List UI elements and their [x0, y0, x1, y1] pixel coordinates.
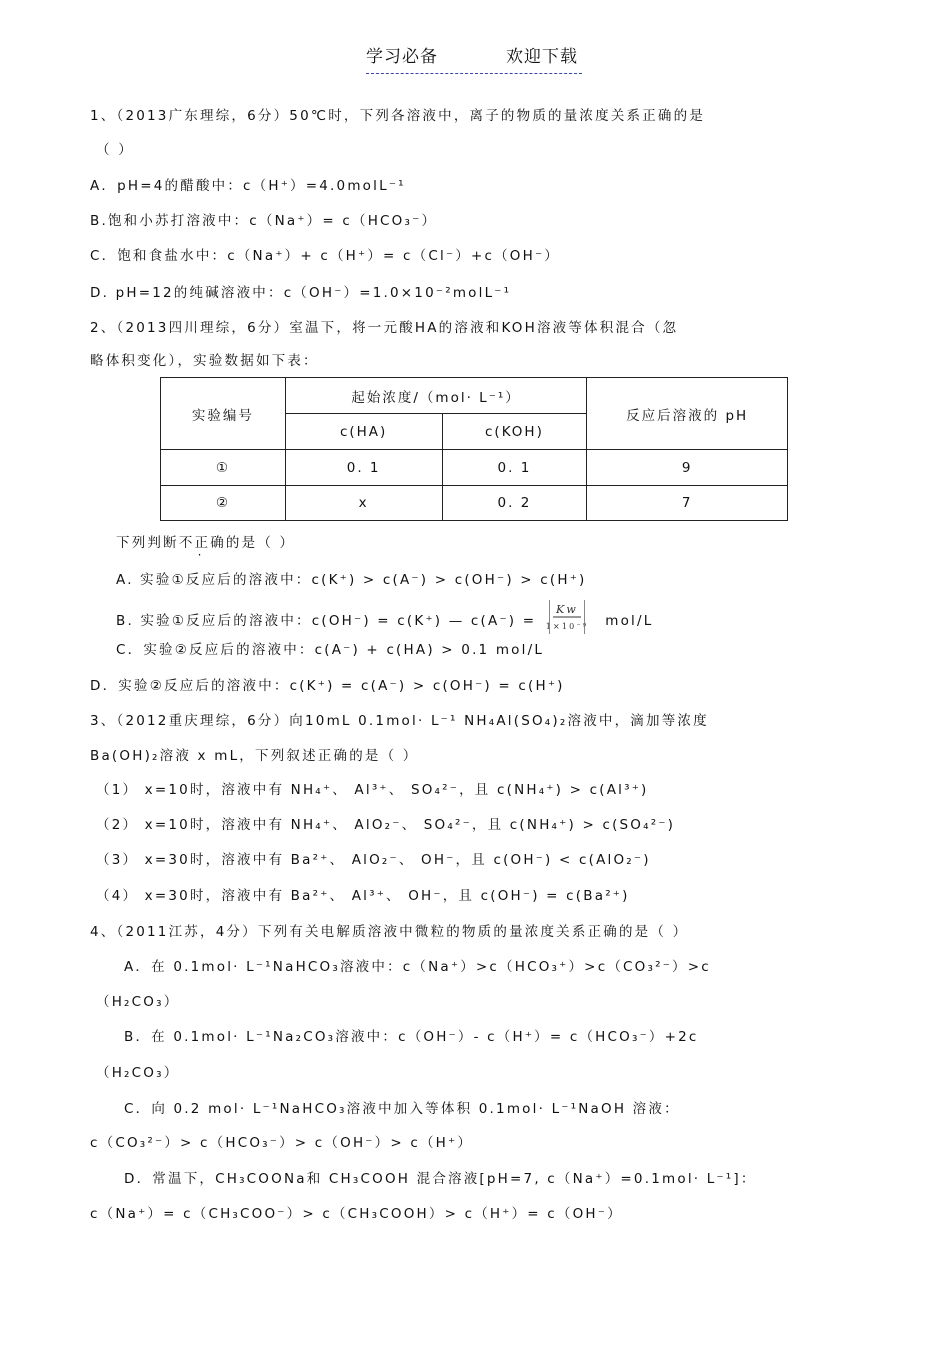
q3-option-2: （2） x=10时，溶液中有 NH₄⁺、 AlO₂⁻、 SO₄²⁻，且 c(NH₄⁺) > c(SO₄²⁻) — [96, 817, 676, 833]
th-initial-concentration: 起始浓度/（mol· L⁻¹） — [285, 378, 587, 414]
q2-option-b-unit: mol/L — [605, 613, 654, 629]
q2-option-a: A. 实验①反应后的溶液中：c(K⁺) > c(A⁻) > c(OH⁻) > c(H⁺) — [116, 572, 587, 588]
th-c-koh: c(KOH) — [442, 414, 587, 450]
q3-option-4: （4） x=30时，溶液中有 Ba²⁺、 Al³⁺、 OH⁻，且 c(OH⁻) = c(Ba²⁺) — [96, 888, 630, 904]
q4-option-b-cont: （H₂CO₃） — [96, 1065, 180, 1081]
q4-option-d: D．常温下，CH₃COONa和 CH₃COOH 混合溶液[pH=7, c（Na⁺）=0.1mol· L⁻¹]： — [124, 1171, 757, 1187]
experiment-table — [160, 377, 788, 521]
q1-option-a: A．pH=4的醋酸中：c（H⁺）=4.0molL⁻¹ — [90, 178, 406, 194]
q2-option-d: D．实验②反应后的溶液中：c(K⁺) = c(A⁻) > c(OH⁻) = c(H⁺) — [90, 678, 565, 694]
cell-id: ① — [161, 450, 286, 486]
q4-option-a: A．在 0.1mol· L⁻¹NaHCO₃溶液中：c（Na⁺）>c（HCO₃⁺）>c（CO₃²⁻）>c — [124, 959, 711, 975]
page-header — [366, 42, 582, 74]
q1-option-b: B.饱和小苏打溶液中：c（Na⁺）= c（HCO₃⁻） — [90, 213, 438, 229]
q3-stem: 3、（2012重庆理综，6分）向10mL 0.1mol· L⁻¹ NH₄Al(SO₄)₂溶液中，滴加等浓度 — [90, 713, 709, 729]
q4-option-a-cont: （H₂CO₃） — [96, 994, 180, 1010]
q3-stem-cont: Ba(OH)₂溶液 x mL，下列叙述正确的是（ ） — [90, 748, 419, 764]
q4-stem: 4、（2011江苏，4分）下列有关电解质溶液中微粒的物质的量浓度关系正确的是（ ） — [90, 924, 689, 940]
q1-option-c: C．饱和食盐水中：c（Na⁺）+ c（H⁺）= c（Cl⁻）+c（OH⁻） — [90, 248, 561, 264]
q3-option-1: （1） x=10时，溶液中有 NH₄⁺、 Al³⁺、 SO₄²⁻，且 c(NH₄⁺) > c(Al³⁺) — [96, 782, 649, 798]
kw-numerator: Kw — [555, 603, 578, 616]
q2-ask-emphasis: 不正确 — [178, 535, 226, 551]
q2-ask-pre: 下列判断 — [116, 535, 179, 551]
th-experiment-id: 实验编号 — [161, 378, 286, 450]
header-right: 欢迎下载 — [506, 47, 578, 67]
q2-option-c: C．实验②反应后的溶液中：c(A⁻) + c(HA) > 0.1 mol/L — [116, 642, 545, 658]
th-final-ph: 反应后溶液的 pH — [587, 378, 788, 450]
q2-ask-post: 的是（ ） — [225, 535, 296, 551]
table-row — [161, 486, 788, 521]
table-row — [161, 450, 788, 486]
q2-option-b-text: B. 实验①反应后的溶液中：c(OH⁻) = c(K⁺) — c(A⁻) = — [116, 613, 537, 629]
header-left: 学习必备 — [366, 47, 438, 67]
th-c-ha: c(HA) — [285, 414, 442, 450]
kw-fraction — [545, 600, 589, 634]
q1-option-d: D. pH=12的纯碱溶液中：c（OH⁻）=1.0×10⁻²molL⁻¹ — [90, 285, 512, 301]
cell-c-ha: 0. 1 — [285, 450, 442, 486]
q2-stem-cont: 略体积变化），实验数据如下表： — [90, 353, 319, 369]
cell-ph: 7 — [587, 486, 788, 521]
q2-stem: 2、（2013四川理综，6分）室温下，将一元酸HA的溶液和KOH溶液等体积混合（忽 — [90, 320, 679, 336]
q2-option-b — [116, 604, 653, 638]
cell-ph: 9 — [587, 450, 788, 486]
q2-ask — [116, 533, 295, 553]
cell-id: ② — [161, 486, 286, 521]
cell-c-ha: x — [285, 486, 442, 521]
q3-option-3: （3） x=30时，溶液中有 Ba²⁺、 AlO₂⁻、 OH⁻，且 c(OH⁻) < c(AlO₂⁻) — [96, 852, 651, 868]
q1-stem-blank: （ ） — [96, 142, 134, 158]
kw-denominator: 1×10⁻⁹ — [545, 622, 589, 631]
q4-option-c: C．向 0.2 mol· L⁻¹NaHCO₃溶液中加入等体积 0.1mol· L⁻¹NaOH 溶液： — [124, 1101, 680, 1117]
cell-c-koh: 0. 1 — [442, 450, 587, 486]
q4-option-d-cont: c（Na⁺）= c（CH₃COO⁻）> c（CH₃COOH）> c（H⁺）= c（OH⁻） — [90, 1206, 623, 1222]
q4-option-b: B．在 0.1mol· L⁻¹Na₂CO₃溶液中：c（OH⁻）- c（H⁺）= c（HCO₃⁻）+2c — [124, 1029, 699, 1045]
q4-option-c-cont: c（CO₃²⁻）> c（HCO₃⁻）> c（OH⁻）> c（H⁺） — [90, 1135, 474, 1151]
q1-stem: 1、（2013广东理综，6分）50℃时，下列各溶液中，离子的物质的量浓度关系正确的是 — [90, 108, 706, 124]
cell-c-koh: 0. 2 — [442, 486, 587, 521]
